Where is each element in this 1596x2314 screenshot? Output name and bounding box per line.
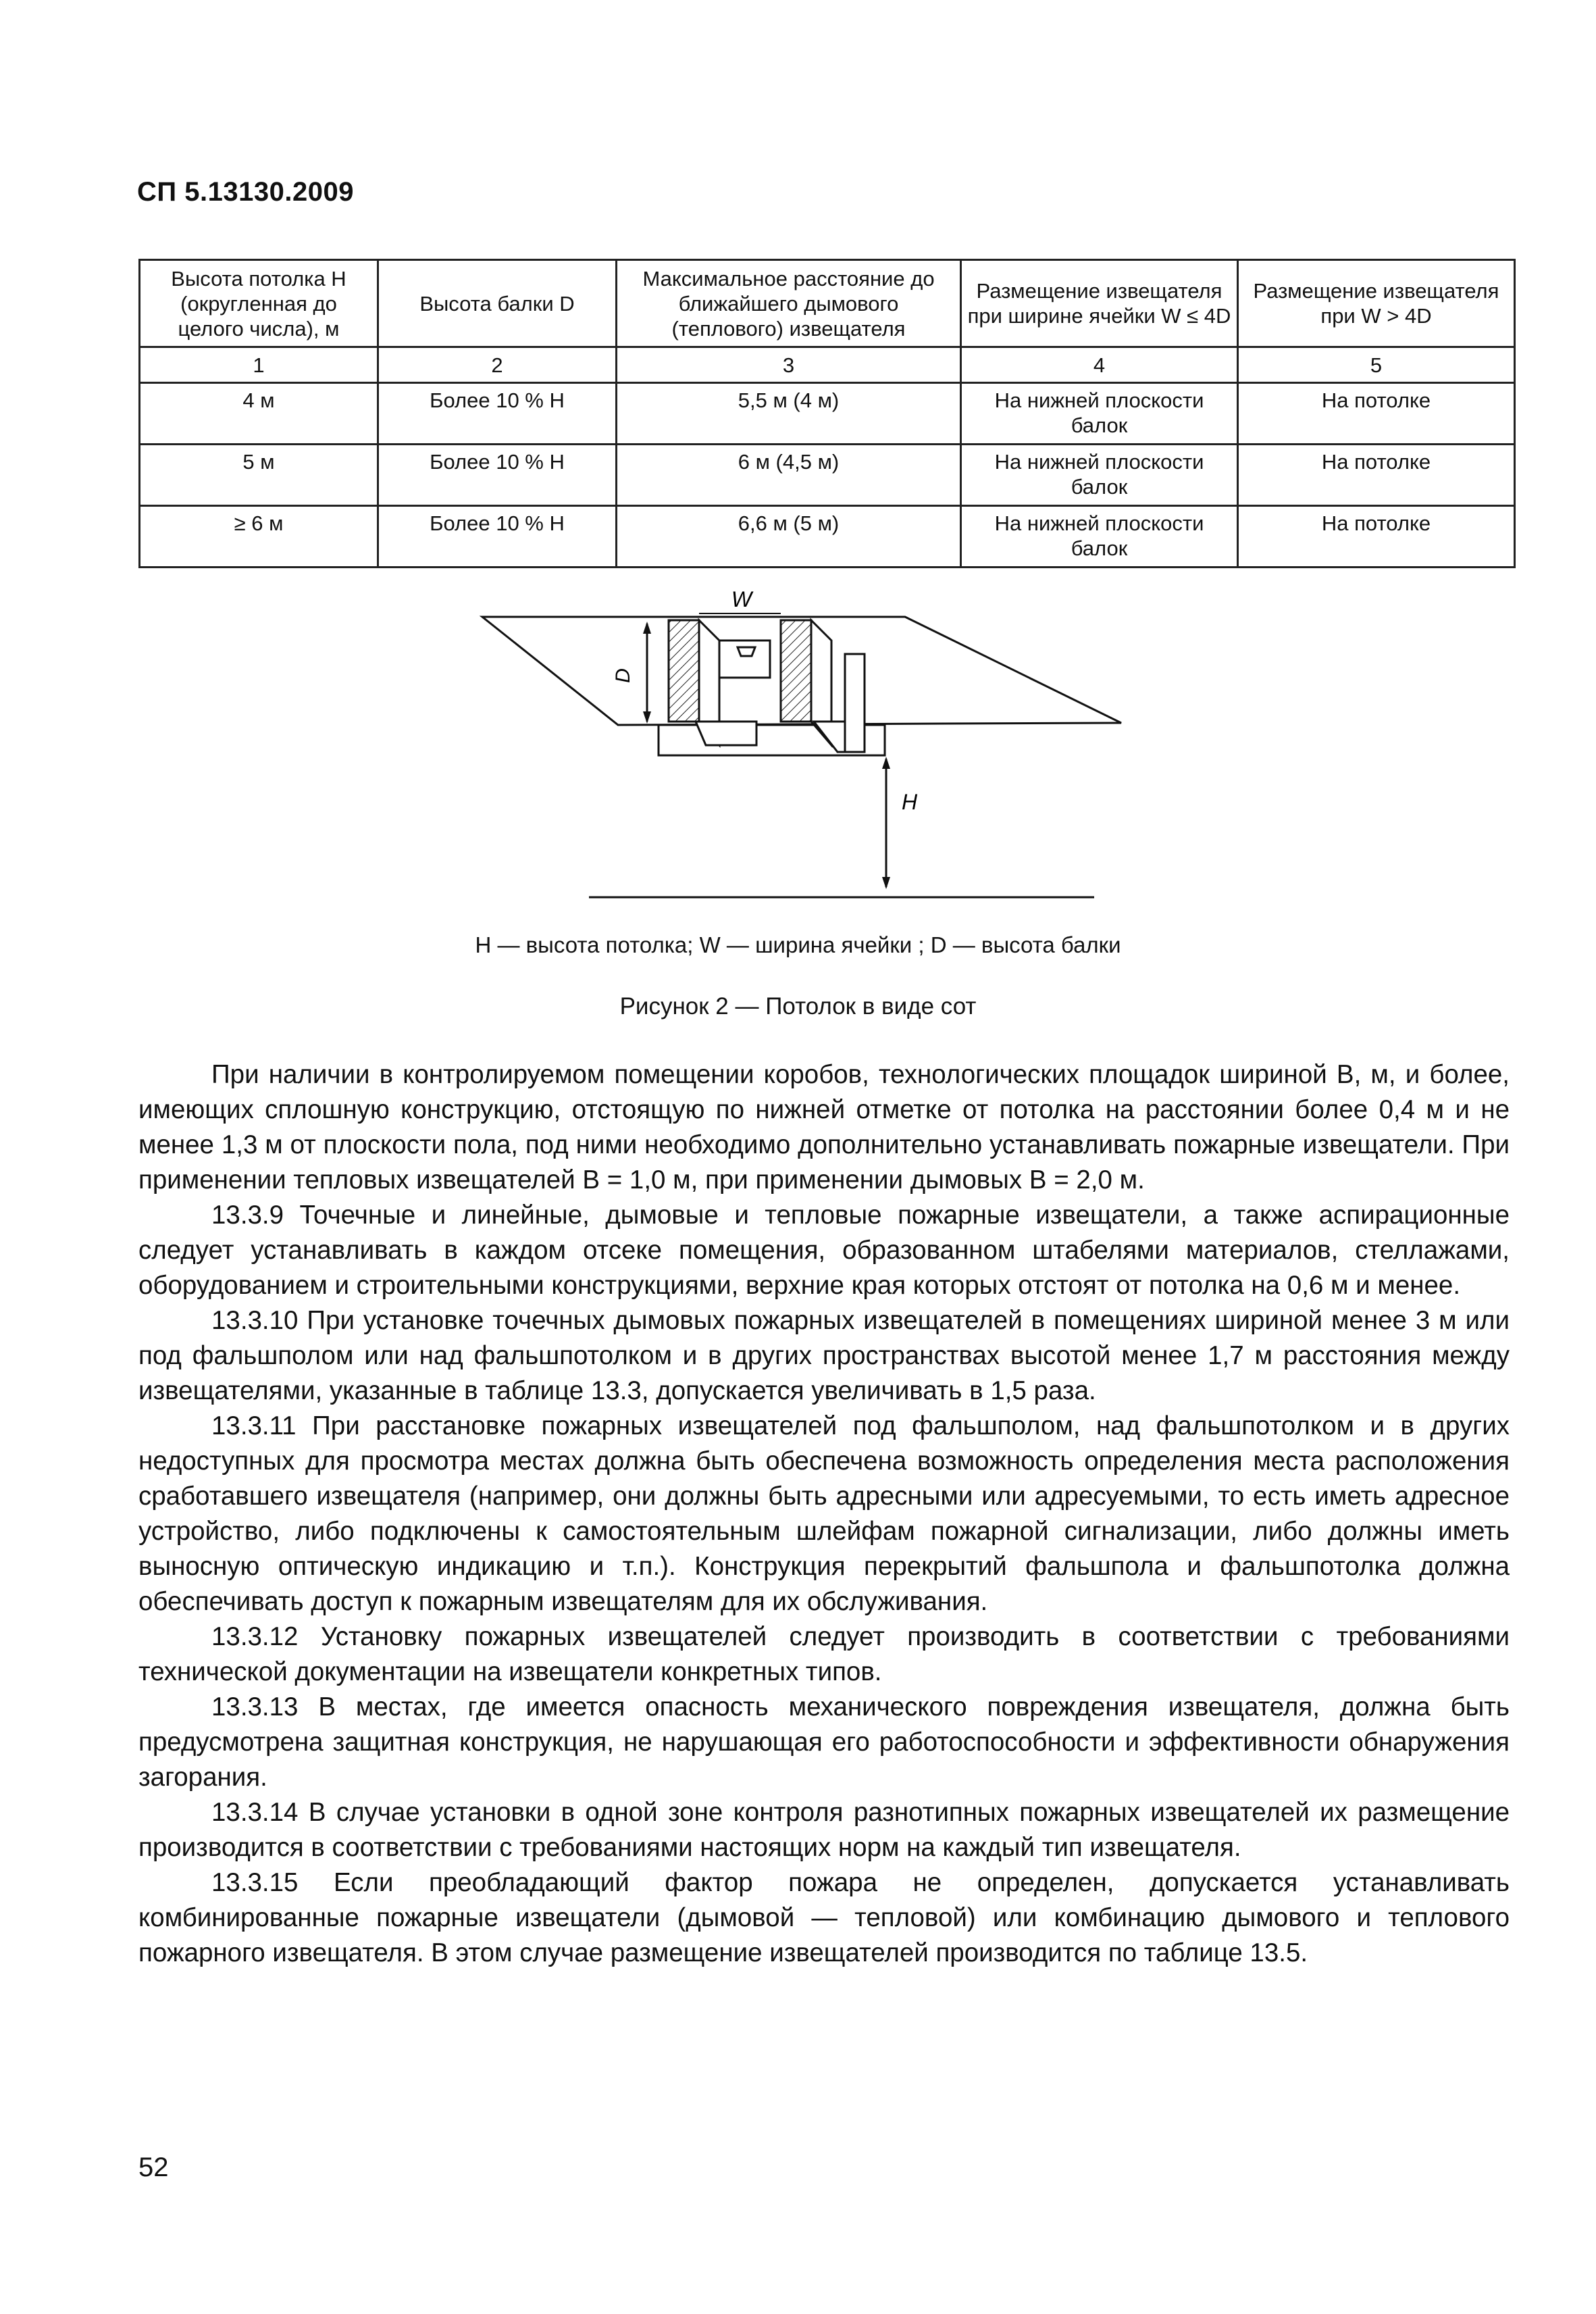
column-number: 3 xyxy=(617,347,961,383)
paragraph: 13.3.10 При установке точечных дымовых пожарных извещателей в помещениях шириной менее 3 м или под фальшполом или над фальшпотолком и в других пространствах высотой менее 1,7 м расстояния между извещателями, указанные в таблице 13.3, допускается увеличивать в 1,5 раза. xyxy=(138,1306,1510,1405)
paragraph: При наличии в контролируемом помещении коробов, технологических площадок шириной B, м, и более, имеющих сплошную конструкцию, отстоящую по нижней отметке от потолка на расстоянии более 0,4 м и не менее 1,3 м от плоскости пола, под ними необходимо дополнительно устанавливать пожарные извещатели. При применении тепловых извещателей B = 1,0 м, при применении дымовых B = 2,0 м. xyxy=(138,1060,1510,1194)
table-cell: Более 10 % H xyxy=(378,383,617,445)
right-beam xyxy=(781,620,811,722)
left-beam xyxy=(669,620,699,722)
paragraph: 13.3.15 Если преобладающий фактор пожара не определен, допускается устанавливать комбинированные пожарные извещатели (дымовой — тепловой) или комбинацию дымового и теплового пожарного извещателя. В этом случае размещение извещателей производится по таблице 13.5. xyxy=(138,1868,1510,1967)
table-cell: 5 м xyxy=(140,445,378,506)
table-row xyxy=(140,445,1515,506)
table-header-cell: Максимальное расстояние до ближайшего дымового (теплового) извещателя xyxy=(617,260,961,347)
table-cell: На нижней плоскости балок xyxy=(961,445,1238,506)
table-row xyxy=(140,383,1515,445)
table-cell: 6,6 м (5 м) xyxy=(617,506,961,568)
table-header-cell: Высота потолка H (округленная до целого числа), м xyxy=(140,260,378,347)
table-cell: Более 10 % H xyxy=(378,506,617,568)
h-arrow-top xyxy=(882,757,890,769)
paragraph: 13.3.12 Установку пожарных извещателей следует производить в соответствии с требованиями технической документации на извещатели конкретных типов. xyxy=(138,1622,1510,1686)
honeycomb-ceiling-figure xyxy=(473,580,1135,911)
detector-icon xyxy=(738,647,755,656)
table-row xyxy=(140,506,1515,568)
table-cell: На потолке xyxy=(1238,506,1515,568)
paragraph: 13.3.11 При расстановке пожарных извещателей под фальшполом, над фальшпотолком и в других недоступных для просмотра местах должна быть обеспечена возможность определения места расположения сработавшего извещателя (например, они должны быть адресными или адресуемыми, то есть иметь адресное устройство, либо подключены к самостоятельным шлейфам пожарной сигнализации, либо должны иметь выносную оптическую индикацию и т.п.). Конструкция перекрытий фальшпола и фальшпотолка должна обеспечивать доступ к пожарным извещателям для их обслуживания. xyxy=(138,1411,1510,1616)
column-number: 2 xyxy=(378,347,617,383)
body-text xyxy=(138,1057,1510,1971)
table-cell: На потолке xyxy=(1238,383,1515,445)
w-label: W xyxy=(731,587,752,611)
figure-caption: Рисунок 2 — Потолок в виде сот xyxy=(619,993,977,1020)
table-header-cell: Высота балки D xyxy=(378,260,617,347)
d-label: D xyxy=(612,668,634,683)
h-arrow-bottom xyxy=(882,877,890,889)
table-cell: 6 м (4,5 м) xyxy=(617,445,961,506)
table-cell: Более 10 % H xyxy=(378,445,617,506)
table-cell: На нижней плоскости балок xyxy=(961,383,1238,445)
column-number: 4 xyxy=(961,347,1238,383)
page-number: 52 xyxy=(138,2153,169,2182)
table-cell: 4 м xyxy=(140,383,378,445)
document-code: СП 5.13130.2009 xyxy=(137,177,354,207)
paragraph: 13.3.13 В местах, где имеется опасность механического повреждения извещателя, должна быть предусмотрена защитная конструкция, не нарушающая его работоспособности и эффективности обнаружения загорания. xyxy=(138,1692,1510,1792)
honeycomb-ceiling-diagram xyxy=(473,580,1135,911)
table-cell: ≥ 6 м xyxy=(140,506,378,568)
table-header-cell: Размещение извещателя при W > 4D xyxy=(1238,260,1515,347)
table-cell: 5,5 м (4 м) xyxy=(617,383,961,445)
table-header-row xyxy=(140,260,1515,347)
column-number: 5 xyxy=(1238,347,1515,383)
detector-placement-table xyxy=(138,259,1516,568)
right-wall xyxy=(845,654,865,752)
table-cell: На потолке xyxy=(1238,445,1515,506)
cell-back-wall xyxy=(719,640,770,678)
table-header-cell: Размещение извещателя при ширине ячейки W ≤ 4D xyxy=(961,260,1238,347)
column-number: 1 xyxy=(140,347,378,383)
table-column-number-row xyxy=(140,347,1515,383)
left-beam-flange xyxy=(696,722,756,745)
h-label: H xyxy=(902,790,918,814)
figure-legend: H — высота потолка; W — ширина ячейки ; D — высота балки xyxy=(475,932,1121,957)
paragraph: 13.3.14 В случае установки в одной зоне контроля разнотипных пожарных извещателей их размещение производится в соответствии с требованиями настоящих норм на каждый тип извещателя. xyxy=(138,1798,1510,1862)
paragraph: 13.3.9 Точечные и линейные, дымовые и тепловые пожарные извещатели, а также аспирационные следует устанавливать в каждом отсеке помещения, образованном штабелями материалов, стеллажами, оборудованием и строительными конструкциями, верхние края которых отстоят от потолка на 0,6 м и менее. xyxy=(138,1201,1510,1300)
table-cell: На нижней плоскости балок xyxy=(961,506,1238,568)
